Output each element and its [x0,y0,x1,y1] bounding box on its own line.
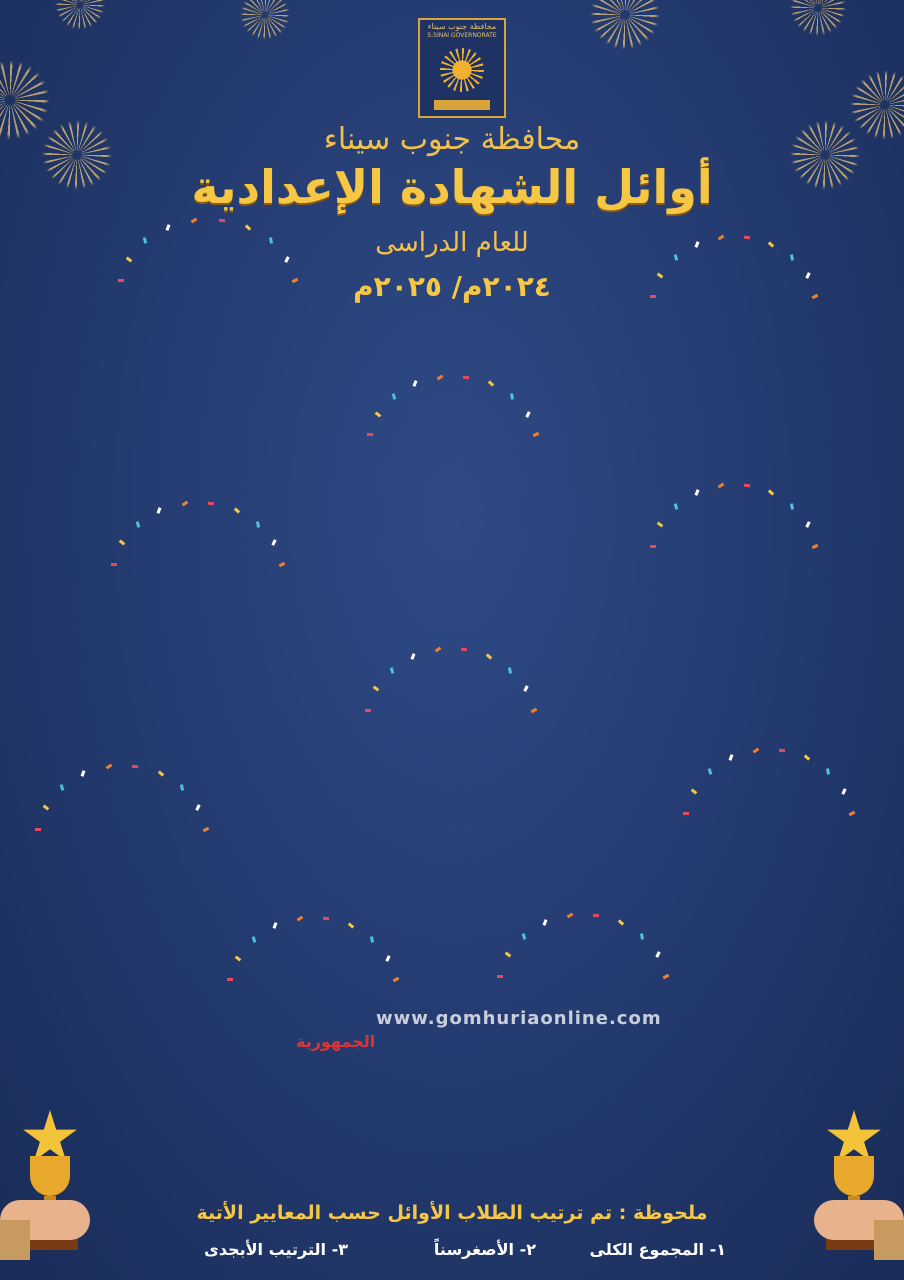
confetti-icon [463,375,469,379]
confetti-icon [826,769,830,775]
confetti-icon [812,543,819,548]
confetti-icon [657,522,664,528]
confetti-icon [208,502,214,506]
trophy-icon [784,1110,904,1260]
confetti-icon [389,667,394,674]
confetti-icon [105,764,112,770]
confetti-icon [132,765,138,769]
confetti-icon [181,501,188,507]
confetti-icon [768,490,774,496]
confetti-icon [486,654,492,660]
confetti-icon [251,936,256,943]
confetti-icon [510,393,514,399]
confetti-icon [203,827,210,832]
confetti-icon [744,484,750,488]
confetti-icon [323,917,329,921]
confetti-icon [393,977,400,982]
confetti-icon [191,218,198,224]
confetti-icon [348,923,354,929]
confetti-icon [523,685,528,692]
confetti-icon [525,411,530,418]
confetti-icon [111,563,117,566]
confetti-icon [219,219,225,223]
confetti-icon [279,561,286,566]
criterion-total: ١- المجموع الكلى [589,1240,726,1259]
logo-text-arabic: محافظة جنوب سيناء [427,22,497,31]
confetti-icon [655,951,660,958]
confetti-icon [370,936,374,942]
confetti-icon [593,914,599,918]
confetti-icon [497,975,503,978]
confetti-icon [59,785,64,792]
confetti-icon [650,295,656,298]
governorate-title: محافظة جنوب سيناء [323,122,581,157]
confetti-icon [118,279,124,282]
confetti-icon [373,686,380,692]
confetti-icon [753,748,760,754]
confetti-icon [235,955,242,961]
firework-icon [55,0,105,30]
ranking-note: ملحوظة : تم ترتيب الطلاب الأوائل حسب المعايير الأتية [196,1202,708,1224]
confetti-icon [790,503,794,509]
confetti-icon [43,804,50,810]
confetti-icon [435,647,442,653]
firework-icon [240,0,290,40]
confetti-icon [196,804,201,811]
confetti-icon [461,648,467,652]
confetti-icon [234,508,240,514]
criterion-age: ٢- الأصغرسناً [433,1240,536,1259]
confetti-icon [437,374,444,380]
confetti-icon [180,785,184,791]
confetti-icon [533,432,540,437]
confetti-icon [256,521,260,527]
confetti-icon [410,653,415,660]
confetti-icon [375,411,382,417]
confetti-icon [385,955,390,962]
confetti-icon [119,540,126,546]
trophy-icon [0,1110,120,1260]
confetti-icon [521,933,526,940]
confetti-icon [365,709,371,712]
confetti-icon [567,913,574,919]
confetti-icon [841,788,846,795]
confetti-icon [297,916,304,922]
confetti-icon [531,707,538,712]
confetti-icon [640,933,644,939]
confetti-icon [508,667,512,673]
governorate-logo-icon [418,18,506,118]
confetti-icon [269,238,273,244]
confetti-icon [718,483,725,489]
confetti-icon [673,503,678,510]
confetti-icon [683,812,689,815]
confetti-icon [505,952,512,958]
confetti-icon [663,973,670,978]
logo-text-english: S.SINAI GOVERNORATE [427,32,497,39]
academic-year: ٢٠٢٤م/ ٢٠٢٥م [353,270,551,303]
confetti-icon [157,507,162,514]
confetti-icon [849,811,856,816]
academic-year-label: للعام الدراسى [375,228,529,258]
confetti-icon [488,381,494,387]
confetti-icon [691,788,698,794]
firework-icon [590,0,660,50]
confetti-icon [158,771,164,777]
confetti-icon [272,539,277,546]
confetti-icon [804,755,810,761]
confetti-icon [673,254,678,261]
page-title: أوائل الشهادة الإعدادية [191,160,713,214]
confetti-icon [542,919,547,926]
confetti-icon [618,920,624,926]
confetti-icon [694,489,699,496]
confetti-icon [367,433,373,436]
confetti-icon [779,749,785,753]
confetti-icon [412,380,417,387]
confetti-icon [707,769,712,776]
confetti-icon [35,828,41,831]
criterion-alphabetical: ٣- الترتيب الأبجدى [204,1240,348,1259]
confetti-icon [650,545,656,548]
confetti-icon [227,978,233,981]
firework-icon [790,0,846,36]
confetti-icon [135,521,140,528]
confetti-icon [805,521,810,528]
confetti-icon [81,771,86,778]
confetti-icon [391,393,396,400]
watermark-url: www.gomhuriaonline.com [376,1008,662,1029]
watermark-logo: الجمهورية [296,1032,376,1051]
confetti-icon [728,755,733,762]
confetti-icon [272,922,277,929]
